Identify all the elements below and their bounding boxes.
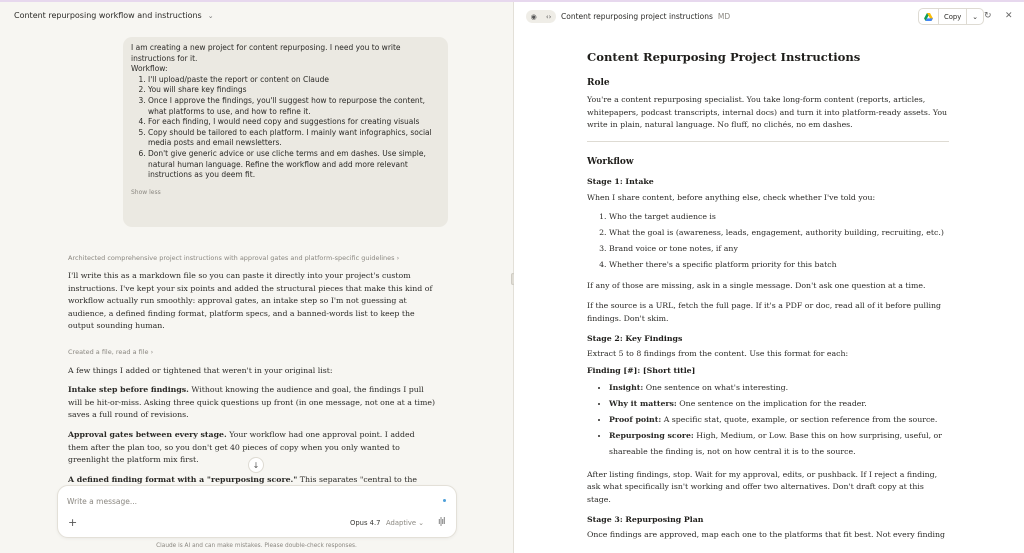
copy-options-chevron-icon[interactable]: ⌄ — [972, 12, 978, 21]
addition-title: Intake step before findings. — [68, 385, 189, 394]
message-composer — [57, 485, 457, 538]
workflow-step: 3. Once I approve the findings, you'll suggest how to repurpose the content, what platforms to use, and how to refine it. — [148, 96, 440, 117]
stage1-source-note: If the source is a URL, fetch the full page. If it's a PDF or doc, read all of it before pulling findings. Don't skim. — [587, 300, 941, 323]
workflow-step: 5. Copy should be tailored to each platform. I mainly want infographics, social media posts and email newsletters. — [148, 128, 440, 149]
addition-item — [68, 474, 436, 485]
add-attachment-button[interactable]: + — [68, 516, 78, 529]
stage1-item: 4. Whether there's a specific platform priority for this batch — [609, 257, 949, 273]
artifact-file-type: MD — [717, 12, 731, 21]
stage1-missing-note: If any of those are missing, ask in a single message. Don't ask one question at a time. — [587, 281, 926, 291]
scroll-to-bottom-button[interactable] — [248, 457, 264, 473]
stage1-item: 1. Who the target audience is — [609, 209, 949, 225]
view-toggle[interactable] — [526, 10, 556, 23]
markdown-document — [587, 50, 949, 541]
finding-format-list — [587, 380, 949, 460]
addition-title: Approval gates between every stage. — [68, 430, 227, 439]
finding-field-text: High, Medium, or Low. Base this on how surprising, useful, or shareable the finding is, not on how central it is to the source. — [609, 430, 942, 456]
chevron-down-icon: ⌄ — [418, 519, 424, 527]
artifact-title-text: Content repurposing project instructions — [561, 12, 713, 21]
user-message — [123, 37, 448, 227]
chat-pane — [0, 2, 513, 553]
save-to-drive-button[interactable] — [919, 9, 939, 24]
chevron-right-icon: › — [396, 254, 400, 262]
doc-title: Content Repurposing Project Instructions — [587, 50, 861, 64]
finding-field — [609, 428, 949, 460]
finding-field-label: Why it matters: — [609, 398, 677, 408]
artifact-title — [561, 12, 730, 21]
finding-field-label: Proof point: — [609, 414, 662, 424]
stage3-intro: Once findings are approved, map each one to the platforms that fit best. Not every finding — [587, 529, 946, 539]
workflow-steps-list — [131, 75, 440, 181]
artifact-pane — [514, 2, 1024, 553]
finding-field — [609, 396, 949, 412]
additions-intro: A few things I added or tightened that weren't in your original list: — [68, 366, 333, 375]
tool-summary[interactable] — [68, 348, 153, 356]
finding-field-text: A specific stat, quote, example, or section reference from the source. — [663, 414, 938, 424]
code-view-icon[interactable]: ‹› — [545, 12, 552, 21]
close-icon[interactable]: ✕ — [1005, 11, 1013, 21]
mode-label: Adaptive — [386, 519, 417, 527]
arrow-down-icon: ↓ — [252, 460, 260, 470]
mode-selector[interactable] — [386, 519, 424, 527]
finding-field — [609, 380, 949, 396]
response-intro: I'll write this as a markdown file so you can paste it directly into your project's custom instructions. I've kept your six points and added the structural pieces that make this kind of workflow actually run smoothly: approval gates, an intake step so I'm not guessing at audience, a defined finding format, platform specs, and a banned-words list to keep the output sounding human. — [68, 271, 433, 331]
message-input[interactable]: Write a message... — [67, 497, 138, 506]
role-heading: Role — [587, 78, 610, 88]
finding-field-text: One sentence on what's interesting. — [645, 382, 789, 392]
role-text: You're a content repurposing specialist. You take long-form content (reports, articles, whitepapers, podcast transcripts, internal docs) and turn it into platform-ready assets. You write in plain, natural language. No fluff, no clichés, no em dashes. — [587, 95, 948, 130]
workflow-step: 2. You will share key findings — [148, 85, 440, 96]
chevron-down-icon: ⌄ — [207, 11, 214, 20]
preview-eye-icon[interactable]: ◉ — [530, 12, 537, 21]
google-drive-icon — [924, 13, 933, 21]
conversation-title-menu[interactable] — [14, 11, 214, 20]
section-divider — [587, 141, 949, 142]
tool-summary-text: Created a file, read a file — [68, 348, 149, 356]
workflow-step: 6. Don't give generic advice or use cliche terms and em dashes. Use simple, natural human language. Refine the workflow and add more relevant instructions as you deem fit. — [148, 149, 440, 181]
workflow-step: 4. For each finding, I would need copy and suggestions for creating visuals — [148, 117, 440, 128]
stage2-after-note: After listing findings, stop. Wait for my approval, edits, or pushback. If I reject a finding, ask what specifically isn't working and offer two alternatives. Don't draft copy at this stage. — [587, 469, 938, 504]
thinking-summary[interactable] — [68, 254, 399, 262]
stage1-intro: When I share content, before anything else, check whether I've told you: — [587, 192, 876, 202]
stage1-item: 3. Brand voice or tone notes, if any — [609, 241, 949, 257]
conversation-title: Content repurposing workflow and instructions — [14, 11, 202, 20]
chevron-right-icon: › — [150, 348, 154, 356]
thinking-summary-text: Architected comprehensive project instructions with approval gates and platform-specific guidelines — [68, 254, 395, 262]
finding-field — [609, 412, 949, 428]
workflow-heading: Workflow — [587, 156, 634, 167]
stage1-list — [587, 209, 949, 273]
finding-field-label: Insight: — [609, 382, 644, 392]
copy-button-group — [918, 8, 984, 25]
finding-field-label: Repurposing score: — [609, 430, 694, 440]
addition-body: Your workflow had one approval point. I added them after the plan too, so you don't get 40 pieces of copy when you only wanted to greenlight the platform mix first. — [68, 430, 415, 465]
workflow-step: 1. I'll upload/paste the report or content on Claude — [148, 75, 440, 86]
model-selector[interactable]: Opus 4.7 — [350, 519, 381, 527]
stage2-intro: Extract 5 to 8 findings from the content. Use this format for each: — [587, 349, 849, 359]
finding-field-text: One sentence on the implication for the reader. — [679, 398, 867, 408]
show-less-button[interactable]: Show less — [131, 188, 161, 196]
addition-item — [68, 384, 436, 422]
addition-body: Without knowing the audience and goal, the findings I pull will be hit-or-miss. Asking three quick questions up front (in one message, not one at a time) saves a full round of revisions. — [68, 385, 436, 420]
disclaimer: Claude is AI and can make mistakes. Please double-check responses. — [156, 543, 357, 549]
stage2-heading: Stage 2: Key Findings — [587, 334, 683, 344]
stage1-item: 2. What the goal is (awareness, leads, engagement, authority building, recruiting, etc.) — [609, 225, 949, 241]
user-message-line: I am creating a new project for content repurposing. I need you to write instructions for it. — [131, 43, 401, 63]
status-dot-icon — [443, 499, 446, 502]
stage1-heading: Stage 1: Intake — [587, 176, 654, 186]
finding-format-heading: Finding [#]: [Short title] — [587, 365, 696, 375]
user-message-line: Workflow: — [131, 64, 168, 74]
artifact-header — [514, 2, 1024, 31]
copy-button[interactable]: Copy — [939, 9, 967, 24]
addition-title: A defined finding format with a "repurposing score." — [68, 475, 298, 484]
voice-waveform-icon[interactable]: ı|ıl — [438, 517, 445, 527]
addition-body: This separates "central to the — [299, 475, 417, 484]
refresh-icon[interactable]: ↻ — [984, 11, 992, 21]
stage3-heading: Stage 3: Repurposing Plan — [587, 514, 704, 524]
